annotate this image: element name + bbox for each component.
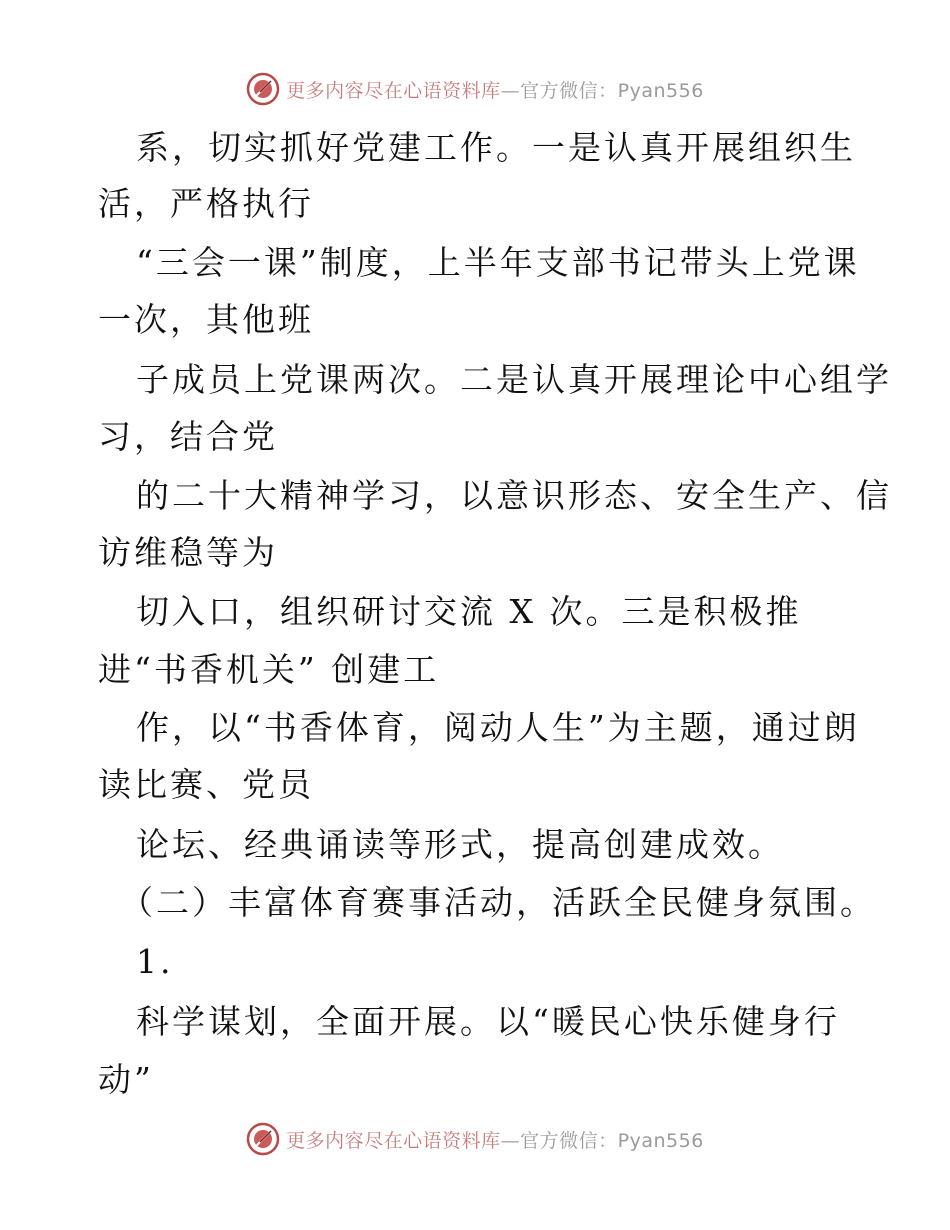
text-line: 切入口，组织研讨交流 X 次。三是积极推 <box>136 592 802 631</box>
header-watermark <box>0 72 950 106</box>
watermark-text <box>286 76 704 103</box>
watermark-text <box>286 1126 704 1153</box>
text-line: 子成员上党课两次。二是认真开展理论中心组学 <box>136 360 892 399</box>
text-line: 习，结合党 <box>98 417 278 456</box>
text-line: 活，严格执行 <box>98 184 314 223</box>
section-heading: （二）丰富体育赛事活动，活跃全民健身氛围。 <box>120 883 876 922</box>
text-line: 的二十大精神学习，以意识形态、安全生产、信 <box>136 476 892 515</box>
watermark-tail: 官方微信：Pyan556 <box>520 79 704 102</box>
text-line: 进“书香机关” 创建工 <box>98 650 440 689</box>
text-line: 论坛、经典诵读等形式，提高创建成效。 <box>136 825 784 864</box>
text-line: 读比赛、党员 <box>98 765 314 804</box>
quill-logo-icon <box>246 72 280 106</box>
watermark-dash: — <box>500 79 521 102</box>
watermark-main: 更多内容尽在心语资料库 <box>286 79 501 102</box>
watermark-dash: — <box>500 1129 521 1152</box>
text-line: 动” <box>98 1060 154 1099</box>
text-line: “三会一课”制度，上半年支部书记带头上党课 <box>136 243 860 282</box>
text-line: 作，以“书香体育，阅动人生”为主题，通过朗 <box>136 708 860 747</box>
text-line: 一次，其他班 <box>98 300 314 339</box>
text-line: 科学谋划，全面开展。以“暖民心快乐健身行 <box>136 1002 840 1041</box>
text-line: 1. <box>136 942 174 981</box>
text-line: 系，切实抓好党建工作。一是认真开展组织生 <box>136 128 856 167</box>
watermark-tail: 官方微信：Pyan556 <box>520 1129 704 1152</box>
watermark-main: 更多内容尽在心语资料库 <box>286 1129 501 1152</box>
quill-logo-icon <box>246 1122 280 1156</box>
footer-watermark <box>0 1122 950 1156</box>
text-line: 访维稳等为 <box>98 533 278 572</box>
